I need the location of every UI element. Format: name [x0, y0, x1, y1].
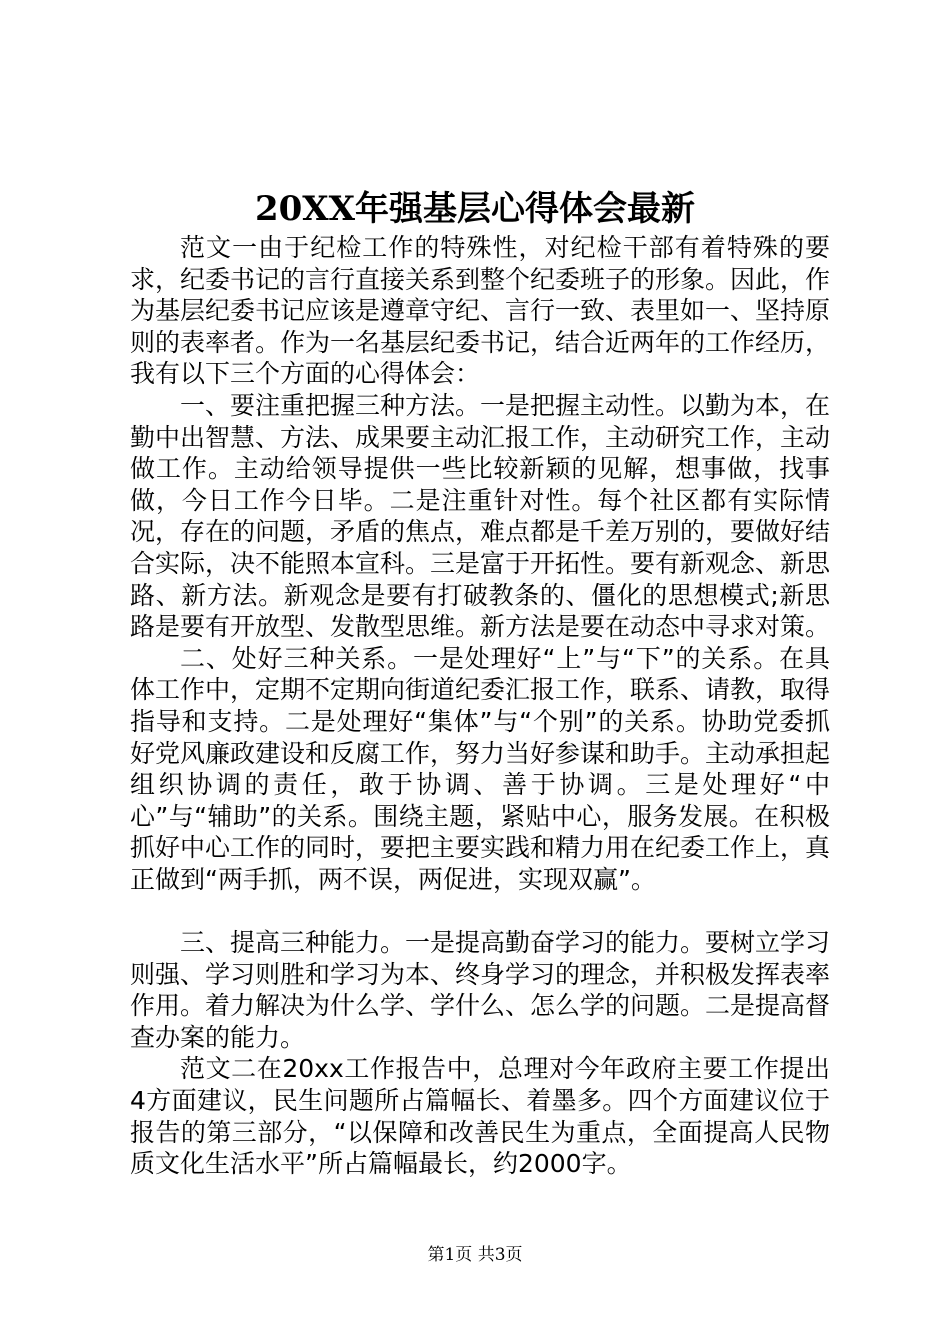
document-title: 20XX年强基层心得体会最新	[254, 189, 696, 229]
page-number-footer: 第1页 共3页	[427, 1245, 523, 1265]
paragraph-spacer	[130, 895, 830, 927]
paragraph-section-two: 二、处好三种关系。一是处理好“上”与“下”的关系。在具体工作中，定期不定期向街道纪委汇报工作，联系、请教，取得指导和支持。二是处理好“集体”与“个别”的关系。协助党委抓好党风廉政建设和反腐工作，努力当好参谋和助手。主动承担起组织协调的责任，敢于协调、善于协调。三是处理好“中心”与“辅助”的关系。围绕主题，紧贴中心，服务发展。在积极抓好中心工作的同时，要把主要实践和精力用在纪委工作上，真正做到“两手抓，两不误，两促进，实现双赢”。	[130, 643, 831, 894]
paragraph-section-one: 一、要注重把握三种方法。一是把握主动性。以勤为本，在勤中出智慧、方法、成果要主动汇报工作，主动研究工作，主动做工作。主动给领导提供一些比较新颖的见解，想事做，找事做，今日工作今日毕。二是注重针对性。每个社区都有实际情况，存在的问题，矛盾的焦点，难点都是千差万别的，要做好结合实际，决不能照本宣科。三是富于开拓性。要有新观念、新思路、新方法。新观念是要有打破教条的、僵化的思想模式;新思路是要有开放型、发散型思维。新方法是要在动态中寻求对策。	[130, 390, 831, 642]
paragraph-section-three: 三、提高三种能力。一是提高勤奋学习的能力。要树立学习则强、学习则胜和学习为本、终身学习的理念，并积极发挥表率作用。着力解决为什么学、学什么、怎么学的问题。二是提高督查办案的能力。	[130, 928, 831, 1052]
document-body	[130, 232, 830, 1180]
paragraph-sample-two: 范文二在20xx工作报告中，总理对今年政府主要工作提出4方面建议，民生问题所占篇幅长、着墨多。四个方面建议位于报告的第三部分，“以保障和改善民生为重点，全面提高人民物质文化生活水平”所占篇幅最长，约2000字。	[130, 1054, 830, 1179]
paragraph-intro: 范文一由于纪检工作的特殊性，对纪检干部有着特殊的要求，纪委书记的言行直接关系到整个纪委班子的形象。因此，作为基层纪委书记应该是遵章守纪、言行一致、表里如一、坚持原则的表率者。作为一名基层纪委书记，结合近两年的工作经历，我有以下三个方面的心得体会：	[130, 233, 831, 389]
